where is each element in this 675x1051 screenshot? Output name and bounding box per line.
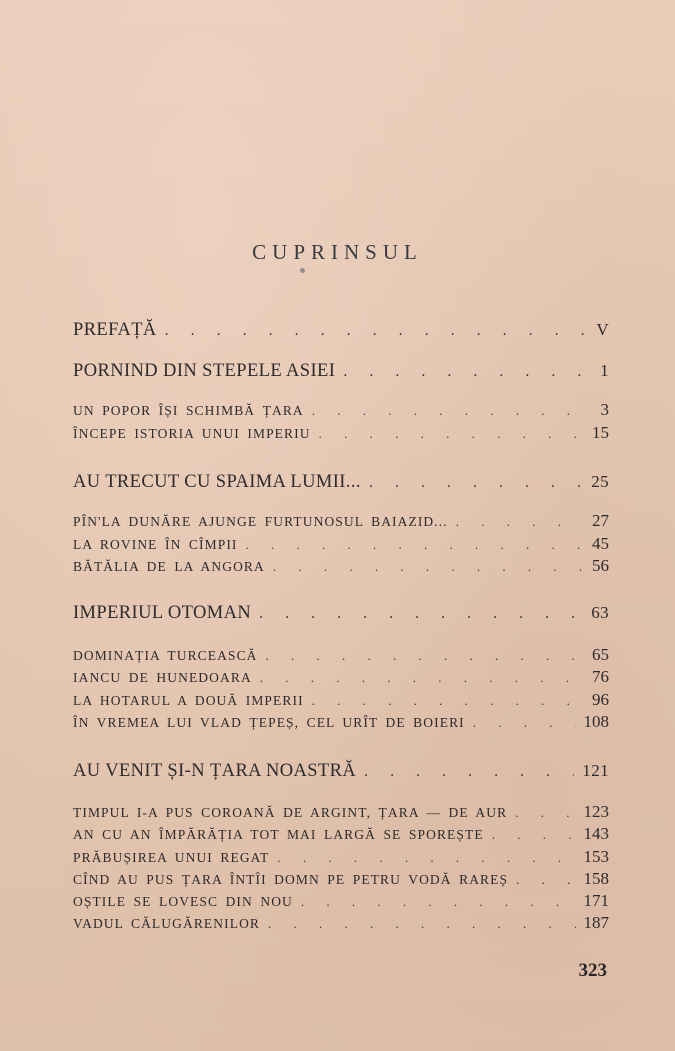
toc-entry-page: 56 [592,556,609,575]
toc-entry-title: UN POPOR ÎȘI SCHIMBĂ ȚARA [73,403,304,418]
toc-entry-page: 96 [592,690,609,709]
title-ornament [300,268,305,273]
toc-entry-title: LA HOTARUL A DOUĂ IMPERII [73,693,304,708]
toc-entry [73,667,609,687]
toc-leader-dots [277,850,575,866]
toc-entry-page: 158 [583,869,609,888]
toc-entry-page: 153 [583,847,609,866]
toc-entry [73,847,609,867]
toc-entry-title: ÎN VREMEA LUI VLAD ȚEPEȘ, CEL URÎT DE BOIERI [73,715,465,730]
toc-entry [73,690,609,710]
toc-entry-title: AU TRECUT CU SPAIMA LUMII... [73,472,361,492]
toc-entry-title: CÎND AU PUS ȚARA ÎNTÎI DOMN PE PETRU VODĂ RAREȘ [73,872,509,887]
toc-entry-title: AU VENIT ȘI-N ȚARA NOASTRĂ [73,761,357,781]
toc-entry [73,869,609,889]
page-title: CUPRINSUL [252,240,423,264]
toc-entry [73,361,609,382]
toc-leader-dots [515,805,575,821]
toc-leader-dots [369,474,583,492]
toc-leader-dots [165,322,589,340]
toc-entry-title: PORNIND DIN STEPELE ASIEI [73,361,336,381]
toc-entry-page: 121 [582,761,609,780]
toc-leader-dots [273,559,584,575]
toc-entry-page: 63 [591,603,609,622]
toc-entry [73,423,609,443]
toc-leader-dots [312,403,593,419]
toc-entry-title: ÎNCEPE ISTORIA UNUI IMPERIU [73,426,311,441]
toc-leader-dots [516,872,575,888]
toc-entry [73,891,609,911]
toc-entry-page: 65 [592,645,609,664]
toc-entry-title: BĂTĂLIA DE LA ANGORA [73,559,265,574]
toc-entry-page: 123 [583,802,609,821]
toc-entry-title: LA ROVINE ÎN CÎMPII [73,537,238,552]
toc-leader-dots [492,827,576,843]
page-number: 323 [578,960,607,981]
toc-entry-page: 76 [592,667,609,686]
toc-entry-title: VADUL CĂLUGĂRENILOR [73,916,261,931]
toc-entry-page: 27 [592,511,609,530]
toc-entry [73,761,609,782]
toc-entry-title: TIMPUL I-A PUS COROANĂ DE ARGINT, ȚARA — DE AUR [73,805,508,820]
toc-entry-title: IANCU DE HUNEDOARA [73,670,252,685]
toc-entry [73,824,609,844]
toc-entry-title: OȘTILE SE LOVESC DIN NOU [73,894,293,909]
toc-entry-title: PRĂBUȘIREA UNUI REGAT [73,850,270,865]
toc-leader-dots [312,693,584,709]
toc-leader-dots [456,514,584,530]
toc-entry [73,534,609,554]
toc-entry-page: V [596,320,609,339]
toc-entry [73,400,609,420]
toc-leader-dots [343,363,592,381]
toc-entry-title: PREFAȚĂ [73,320,157,340]
toc-leader-dots [260,670,584,686]
toc-entry [73,603,609,624]
toc-entry-page: 45 [592,534,609,553]
toc-leader-dots [301,894,576,910]
toc-leader-dots [319,426,584,442]
toc-entry-title: IMPERIUL OTOMAN [73,603,252,623]
toc-entry [73,645,609,665]
toc-entry-title: PÎN'LA DUNĂRE AJUNGE FURTUNOSUL BAIAZID... [73,514,448,529]
toc-entry [73,511,609,531]
toc-entry [73,712,609,732]
toc-entry-page: 108 [583,712,609,731]
toc-entry [73,802,609,822]
toc-entry-title: DOMINAȚIA TURCEASCĂ [73,648,258,663]
toc-entry-title: AN CU AN ÎMPĂRĂȚIA TOT MAI LARGĂ SE SPOREȘTE [73,827,484,842]
toc-entry-page: 15 [592,423,609,442]
toc-entry-page: 1 [600,361,609,380]
toc-entry-page: 171 [583,891,609,910]
toc-leader-dots [473,715,576,731]
toc-leader-dots [364,763,574,781]
toc-entry [73,556,609,576]
toc-leader-dots [246,537,584,553]
toc-entry-page: 143 [583,824,609,843]
toc-leader-dots [268,916,575,932]
toc-entry-page: 25 [591,472,609,491]
toc-entry [73,913,609,933]
toc-entry [73,472,609,493]
toc-leader-dots [259,605,583,623]
toc-entry [73,320,609,341]
toc-entry-page: 187 [583,913,609,932]
toc-entry-page: 3 [600,400,609,419]
toc-leader-dots [266,648,584,664]
